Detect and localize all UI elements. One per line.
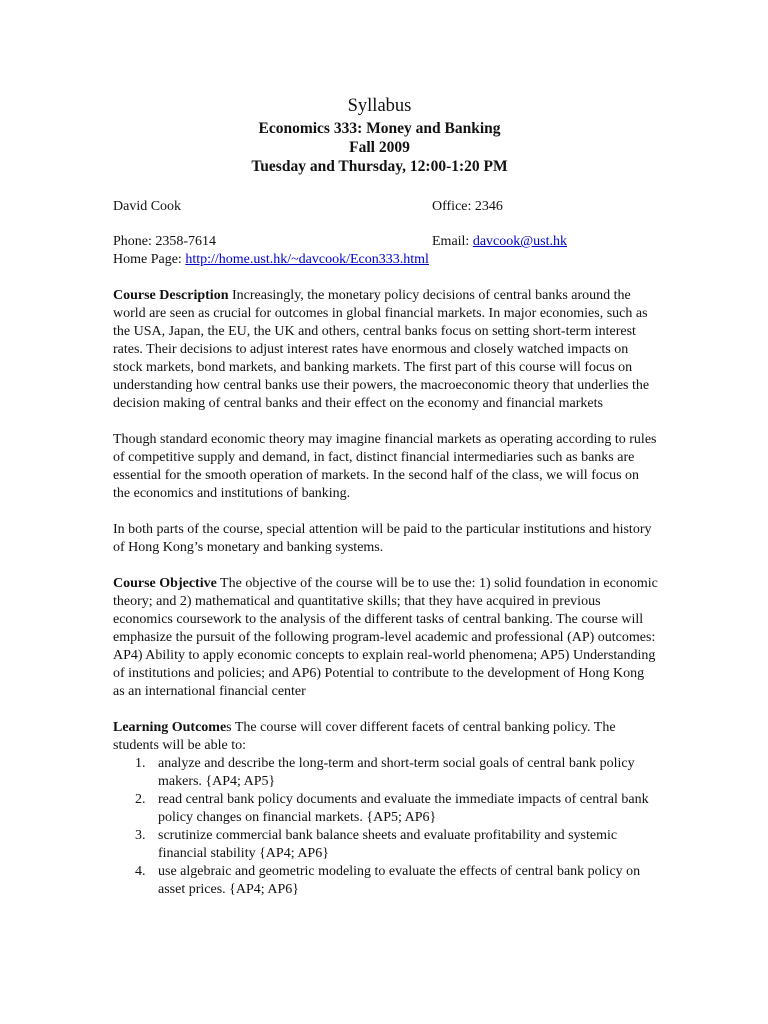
learning-outcomes [113,719,658,755]
syllabus-page [113,95,658,899]
course-term: Fall 2009 [349,139,410,156]
course-description-text: Increasingly, the monetary policy decisions of central banks around the world are seen as crucial for outcomes in global financial markets. In major economies, such as the USA, Japan, the EU, the UK and others, central banks focus on setting short-term interest rates. Their decisions to adjust interest rates have enormous and closely watched impacts on stock markets, bond markets, and banking markets. The first part of this course will focus on understanding how central banks use their powers, the macroeconomic theory that underlies the decision making of central banks and their effect on the economy and financial markets [113,288,650,411]
list-item [113,791,658,827]
email-block [432,233,567,251]
list-item [113,755,658,791]
homepage-label: Home Page: [113,252,186,267]
homepage-row [113,251,658,269]
learning-outcomes-heading-tail: s [226,720,232,735]
list-item-number: 1. [135,756,146,771]
course-description-heading: Course Description [113,288,229,303]
list-item-number: 4. [135,864,146,879]
list-item [113,863,658,899]
list-item-number: 3. [135,828,146,843]
list-item-text: analyze and describe the long-term and short-term social goals of central bank policy makers. {AP4; AP5} [158,756,635,789]
list-item-text: scrutinize commercial bank balance sheets and evaluate profitability and systemic financial stability {AP4; AP6} [158,828,618,861]
banking-paragraph: Though standard economic theory may imagine financial markets as operating according to rules of competitive supply and demand, in fact, distinct financial intermediaries such as banks are essential for the smooth operation of markets. In the second half of the class, we will focus on the economics and institutions of banking. [113,432,657,501]
instructor-name: David Cook [113,199,182,214]
course-objective-text: The objective of the course will be to use the: 1) solid foundation in economic theory; and 2) mathematical and quantitative skills; that they have acquired in previous economics coursework to the analysis of the different tasks of central banking. The course will emphasize the pursuit of the following program-level academic and professional (AP) outcomes: AP4) Ability to apply economic concepts to explain real-world phenomena; AP5) Understanding of institutions and policies; and AP6) Potential to contribute to the development of Hong Kong as an international financial center [113,576,658,699]
course-schedule: Tuesday and Thursday, 12:00-1:20 PM [251,158,508,175]
course-description [113,287,658,413]
document-title: Syllabus [347,96,412,116]
learning-outcomes-intro: The course will cover different facets of central banking policy. The students will be able to: [113,720,616,753]
email-label: Email: [432,234,473,249]
list-item-text: read central bank policy documents and evaluate the immediate impacts of central bank policy changes on financial markets. {AP5; AP6} [158,792,649,825]
phone-number: Phone: 2358-7614 [113,234,217,249]
list-item [113,827,658,863]
homepage-link[interactable]: http://home.ust.hk/~davcook/Econ333.html [185,252,429,267]
instructor-row [113,198,658,216]
course-objective-heading: Course Objective [113,576,217,591]
phone-email-row [113,233,658,251]
outcomes-list [113,755,658,899]
email-link[interactable]: davcook@ust.hk [472,234,567,249]
syllabus-header [101,95,658,176]
list-item-number: 2. [135,792,146,807]
learning-outcomes-heading: Learning Outcome [113,720,227,735]
course-objective [113,575,658,701]
hong-kong-paragraph: In both parts of the course, special attention will be paid to the particular institutions and history of Hong Kong’s monetary and banking systems. [113,522,652,555]
list-item-text: use algebraic and geometric modeling to evaluate the effects of central bank policy on asset prices. {AP4; AP6} [158,864,641,897]
course-title: Economics 333: Money and Banking [258,120,501,137]
office-number: Office: 2346 [432,199,503,214]
